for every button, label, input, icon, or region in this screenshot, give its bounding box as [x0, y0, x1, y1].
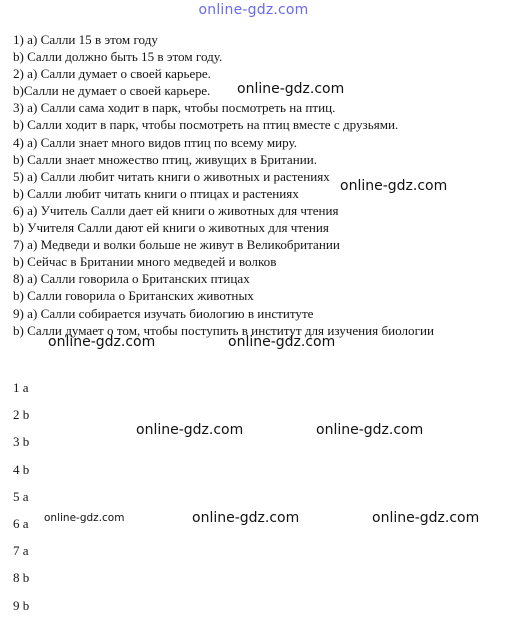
answer-item: 3 b [13, 434, 30, 450]
answer-item: 9 b [13, 597, 30, 613]
statement-line: b) Салли думает о том, чтобы поступить в институт для изучения биологии [13, 322, 434, 338]
statement-line: b) Салли ходит в парк, чтобы посмотреть на птиц вместе с друзьями. [13, 117, 399, 133]
statement-line: 5) a) Салли любит читать книги о животных и растениях [13, 168, 330, 184]
statement-line: 8) a) Салли говорила о Британских птицах [13, 271, 250, 287]
statement-line: b) Салли должно быть 15 в этом году. [13, 49, 223, 65]
statement-line: b) Салли знает множество птиц, живущих в Британии. [13, 151, 318, 167]
statement-line: b) Салли любит читать книги о птицах и растениях [13, 185, 299, 201]
statement-line: b) Учителя Салли дают ей книги о животных для чтения [13, 220, 329, 236]
statement-line: b) Салли говорила о Британских животных [13, 288, 254, 304]
answer-item: 1 a [13, 380, 29, 395]
answer-key [13, 374, 29, 619]
statement-line: 6) a) Учитель Салли дает ей книги о животных для чтения [13, 202, 339, 218]
statement-line: 4) a) Салли знает много видов птиц по всему миру. [13, 134, 298, 150]
answer-item: 2 b [13, 407, 30, 423]
statement-line: 2) a) Салли думает о своей карьере. [13, 66, 211, 82]
statement-line: 1) a) Салли 15 в этом году [13, 32, 158, 47]
answer-item: 7 a [13, 543, 29, 559]
watermark: online-gdz.com [48, 334, 156, 350]
watermark: online-gdz.com [44, 512, 125, 524]
watermark: online-gdz.com [340, 178, 448, 194]
watermark: online-gdz.com [192, 510, 300, 526]
watermark: online-gdz.com [237, 81, 345, 97]
watermark: online-gdz.com [228, 334, 336, 350]
statement-line: b)Салли не думает о своей карьере. [13, 83, 211, 99]
answer-item: 5 a [13, 488, 29, 504]
statement-line: 3) a) Салли сама ходит в парк, чтобы посмотреть на птиц. [13, 100, 336, 116]
watermark: online-gdz.com [136, 422, 244, 438]
answer-item: 8 b [13, 570, 30, 586]
statement-line: b) Сейчас в Британии много медведей и волков [13, 254, 277, 270]
header-watermark: online-gdz.com [198, 2, 309, 18]
statement-line: 7) a) Медведи и волки больше не живут в Великобритании [13, 237, 340, 253]
watermark: online-gdz.com [316, 422, 424, 438]
statement-line: 9) a) Салли собирается изучать биологию в институте [13, 305, 314, 321]
answer-item: 4 b [13, 461, 30, 477]
answer-item: 6 a [13, 515, 29, 531]
watermark: online-gdz.com [372, 510, 480, 526]
